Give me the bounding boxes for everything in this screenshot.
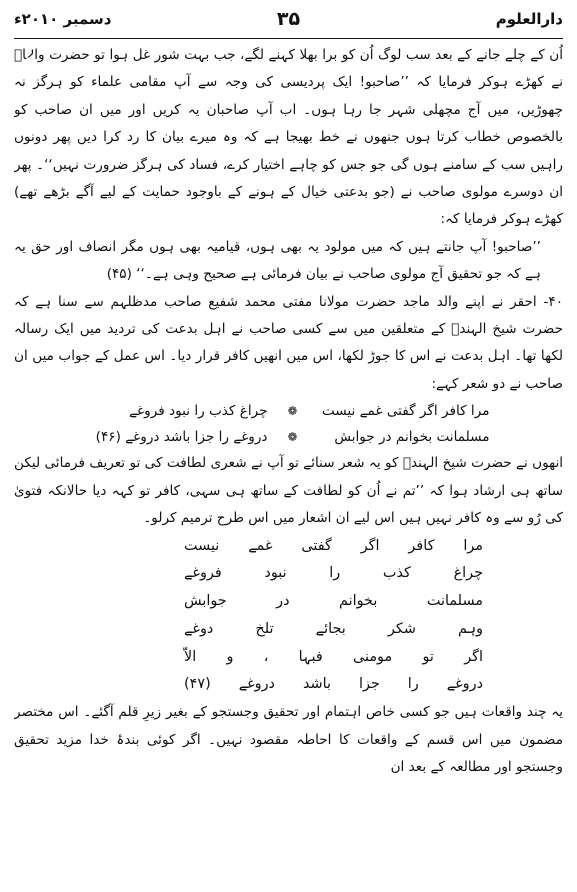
stanza-line: دروغے را جزا باشد دروغے (۴۷) [184, 676, 483, 693]
page-number: ۳۵ [276, 8, 301, 30]
revised-stanza [14, 533, 563, 700]
flower-ornament-icon: ❁ [287, 403, 298, 418]
verse-hemistich: چراغ کذب را نبود فروغے [129, 402, 268, 419]
paragraph-2: ۴۰- احقر نے اپنے والد ماجد حضرت مولانا مفتی محمد شفیع صاحب مدظلہم سے سنا ہے کہ حضرت شیخ الہندؒ کے متعلقین میں سے کسی صاحب نے اہل بدعت کی تردید میں ایک رسالہ لکھا تھا۔ اہل بدعت نے اس کا جوڑ لکھا، اس میں انھیں کافر قرار دیا۔ اس عمل کے جواب میں ان صاحب نے دو شعر کہے: [14, 293, 563, 392]
verse-couplet-2 [14, 424, 563, 450]
article-body [14, 42, 563, 888]
stanza-line: مرا کافر اگر گفتی غمے نیست [184, 537, 483, 554]
verse-hemistich: مسلمانت بخوانم در جوابش [334, 428, 490, 445]
stanza-line: مسلمانت بخوانم در جوابش [184, 593, 483, 610]
verse-hemistich: مرا کافر اگر گفتی غمے نیست [321, 402, 490, 419]
verse-couplet-1 [14, 398, 563, 424]
paragraph-4: یہ چند واقعات ہیں جو کسی خاص اہتمام اور تحقیق وجستجو کے بغیر زیرِ قلم آگئے۔ اس مختصر مضمون میں اس قسم کے واقعات کا احاطہ مقصود نہیں۔ اگر کوئی بندۂ خدا مزید تحقیق وجستجو اور مطالعہ کے بعد ان [14, 704, 563, 776]
stanza-line: اگر تو مومنی فبہا ، و الاّ [184, 648, 483, 665]
issue-date: دسمبر ۲۰۱۰ء [14, 10, 112, 28]
journal-name: دارالعلوم [495, 10, 563, 28]
paragraph-3: انھوں نے حضرت شیخ الہندؒ کو یہ شعر سنائے تو آپ نے شعری لطافت کی تو تعریف فرمائی لیکن ساتھ ہی ارشاد ہوا کہ ’’تم نے اُن کو لطافت کے ساتھ ہی سہی، کافر تو کہہ دیا حالانکہ فتویٰ کی رُو سے وہ کافر نہیں ہیں اس لیے ان اشعار میں اس طرح ترمیم کرلو۔ [14, 455, 563, 527]
quote-block: ’’صاحبو! آپ جانتے ہیں کہ میں مولود یہ بھی ہوں، قیامیہ بھی ہوں مگر انصاف اور حق یہ ہے کہ جو تحقیق آج مولوی صاحب نے بیان فرمائی ہے صحیح وہی ہے۔‘‘ (۴۵) [14, 238, 541, 283]
flower-ornament-icon: ❁ [287, 429, 298, 444]
stanza-line: وہم شکر بجائے تلخ دوغے [184, 620, 483, 637]
verse-hemistich: دروغے را جزا باشد دروغے (۴۶) [95, 428, 268, 445]
stanza-line: چراغ کذب را نبود فروغے [184, 565, 483, 582]
header-rule [14, 38, 563, 39]
paragraph-1: اُن کے چلے جانے کے بعد سب لوگ اُن کو برا بھلا کہنے لگے، جب بہت شور غل ہوا تو حضرت والاؒ نے کھڑے ہوکر فرمایا کہ ’’صاحبو! ایک پردیسی کی وجہ سے آپ مقامی علماء کو ہرگز نہ چھوڑیں، میں آج مچھلی شہر جا رہا ہوں۔ اب آپ صاحبان یہ کریں اور میں ان صاحب کو بالخصوص خطاب کرتا ہوں جنھوں نے خط بھیجا ہے کہ وہ میرے بیان کا رد کرا دیں پھر دونوں راہیں سب کے سامنے ہوں گی جو جس کو چاہے اختیار کرے، فساد کی ہرگز ضرورت نہیں‘‘۔ پھر ان دوسرے مولوی صاحب نے (جو بدعتی خیال کے ہونے کے باوجود حمایت کے لیے آگے بڑھے تھے) کھڑے ہوکر فرمایا کہ: [14, 47, 563, 228]
running-header [14, 8, 563, 38]
